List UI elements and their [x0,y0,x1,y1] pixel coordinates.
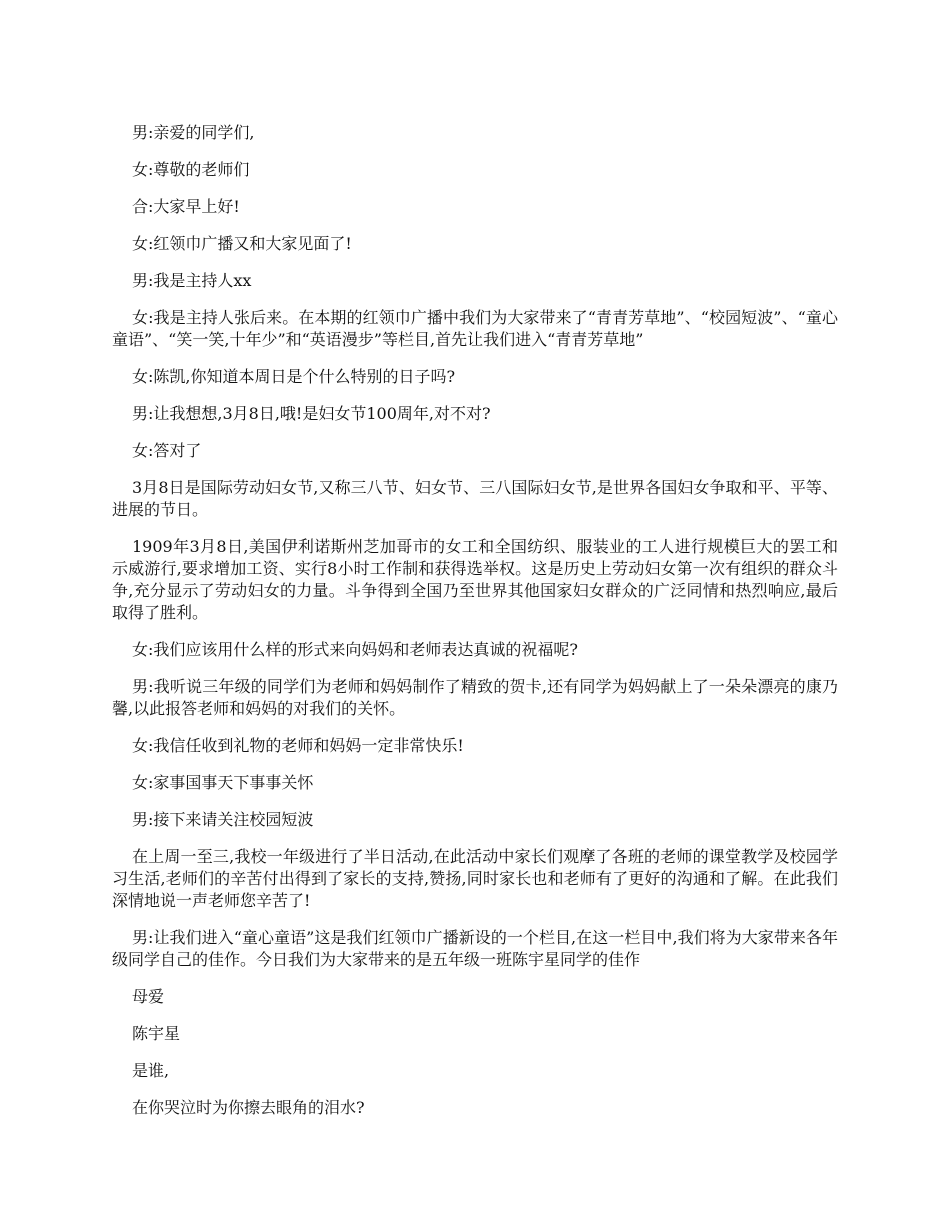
paragraph-17: 在上周一至三,我校一年级进行了半日活动,在此活动中家长们观摩了各班的老师的课堂教学及校园学习生活,老师们的辛苦付出得到了家长的支持,赞扬,同时家长也和老师有了更好的沟通和了解。在此我们深情地说一声老师您辛苦了! [112,847,838,910]
paragraph-7: 女:陈凯,你知道本周日是个什么特别的日子吗? [132,367,456,386]
paragraph-10: 3月8日是国际劳动妇女节,又称三八节、妇女节、三八国际妇女节,是世界各国妇女争取和平、平等、进展的节日。 [112,478,838,519]
paragraph-5: 男:我是主持人xx [132,271,252,290]
paragraph-14: 女:我信任收到礼物的老师和妈妈一定非常快乐! [132,736,464,755]
paragraph-13: 男:我听说三年级的同学们为老师和妈妈制作了精致的贺卡,还有同学为妈妈献上了一朵朵漂亮的康乃馨,以此报答老师和妈妈的对我们的关怀。 [112,677,838,718]
poem-line-2: 在你哭泣时为你擦去眼角的泪水? [132,1098,365,1117]
poem-line-1: 是谁, [132,1061,170,1080]
paragraph-6: 女:我是主持人张后来。在本期的红领巾广播中我们为大家带来了“青青芳草地”、“校园短波”、“童心童语”、“笑一笑,十年少”和“英语漫步”等栏目,首先让我们进入“青青芳草地” [112,308,838,349]
document-body [112,122,838,1134]
paragraph-2: 女:尊敬的老师们 [132,160,250,179]
paragraph-4: 女:红领巾广播又和大家见面了! [132,234,352,253]
poem-title: 母爱 [132,987,165,1006]
paragraph-11: 1909年3月8日,美国伊利诺斯州芝加哥市的女工和全国纺织、服装业的工人进行规模巨大的罢工和示威游行,要求增加工资、实行8小时工作制和获得选举权。这是历史上劳动妇女第一次有组织的群众斗争,充分显示了劳动妇女的力量。斗争得到全国乃至世界其他国家妇女群众的广泛同情和热烈响应,最后取得了胜利。 [112,537,838,622]
paragraph-16: 男:接下来请关注校园短波 [132,810,314,829]
paragraph-1: 男:亲爱的同学们, [132,123,255,142]
paragraph-3: 合:大家早上好! [132,197,240,216]
paragraph-9: 女:答对了 [132,441,202,460]
paragraph-18: 男:让我们进入“童心童语”这是我们红领巾广播新设的一个栏目,在这一栏目中,我们将为大家带来各年级同学自己的佳作。今日我们为大家带来的是五年级一班陈宇星同学的佳作 [112,928,838,969]
paragraph-15: 女:家事国事天下事事关怀 [132,773,314,792]
paragraph-8: 男:让我想想,3月8日,哦!是妇女节100周年,对不对? [132,404,491,423]
poem-author: 陈宇星 [132,1024,181,1043]
paragraph-12: 女:我们应该用什么样的形式来向妈妈和老师表达真诚的祝福呢? [132,640,578,659]
